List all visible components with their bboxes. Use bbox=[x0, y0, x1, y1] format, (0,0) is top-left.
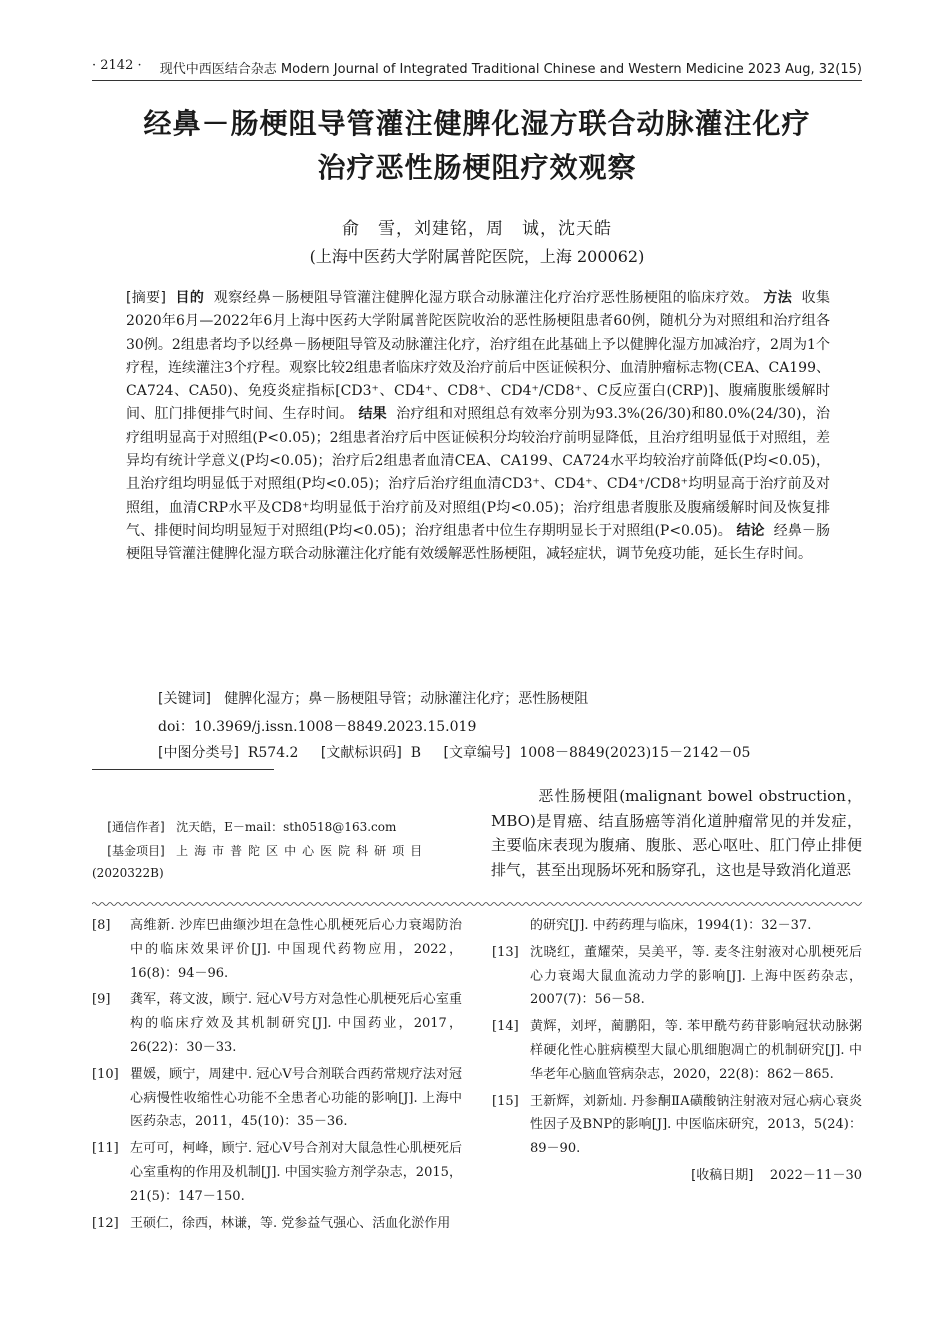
objective-label: 目的 bbox=[175, 290, 205, 306]
intro-text: 恶性肠梗阻(malignant bowel obstruction，MBO)是胃癌、结直肠癌等消化道肿瘤常见的并发症，主要临床表现为腹痛、腹胀、恶心呕吐、肛门停止排便排气，甚至出现肠坏死和肠穿孔，这也是导致消化道恶 bbox=[491, 787, 862, 879]
objective-text: 观察经鼻－肠梗阻导管灌注健脾化湿方联合动脉灌注化疗治疗恶性肠梗阻的临床疗效。 bbox=[213, 290, 759, 306]
abstract-label: [摘要] bbox=[126, 290, 166, 306]
ref-num: [8] bbox=[92, 918, 111, 933]
reference-item bbox=[92, 1137, 462, 1208]
running-header bbox=[92, 58, 862, 77]
reference-item bbox=[92, 1063, 462, 1134]
reference-item bbox=[492, 941, 862, 1012]
title-line-2: 治疗恶性肠梗阻疗效观察 bbox=[317, 151, 637, 184]
ref-num: [13] bbox=[492, 944, 519, 960]
ref-num: [9] bbox=[92, 992, 111, 1008]
header-rule bbox=[92, 80, 862, 81]
ref-text: 瞿媛，顾宁，周建中. 冠心Ⅴ号合剂联合西药常规疗法对冠心病慢性收缩性心功能不全患者心功能的影响[J]. 上海中医药杂志，2011，45(10)：35－36. bbox=[130, 1066, 462, 1130]
keywords-label: [关键词] bbox=[158, 691, 211, 707]
cls-value: R574.2 bbox=[247, 745, 299, 761]
results-label: 结果 bbox=[358, 406, 387, 423]
ref-num: [15] bbox=[492, 1093, 519, 1109]
article-title bbox=[92, 102, 862, 190]
keywords bbox=[158, 688, 830, 708]
funding bbox=[92, 840, 462, 884]
corr-label: [通信作者] bbox=[107, 820, 165, 834]
ref-num: [11] bbox=[92, 1141, 119, 1157]
methods-text: 收集2020年6月—2022年6月上海中医药大学附属普陀医院收治的恶性肠梗阻患者60例，随机分为对照组和治疗组各30例。2组患者均予以经鼻－肠梗阻导管及动脉灌注化疗，治疗组在此基础上予以健脾化湿方加减治疗，2周为1个疗程，连续灌注3个疗程。观察比较2组患者临床疗效及治疗前后中医证候积分、血清肿瘤标志物(CEA、CA199、CA724、CA50)、免疫炎症指标[CD3⁺、CD4⁺、CD8⁺、CD4⁺/CD8⁺、C反应蛋白(CRP)]、腹痛腹胀缓解时间、肛门排便排气时间、生存时间。 bbox=[126, 290, 831, 423]
ref-text: 王新辉，刘新灿. 丹参酮ⅡA磺酸钠注射液对冠心病心衰炎性因子及BNP的影响[J]. 中医临床研究，2013，5(24)：89－90. bbox=[530, 1093, 862, 1157]
references-left bbox=[92, 914, 462, 1238]
ref-text: 的研究[J]. 中药药理与临床，1994(1)：32－37. bbox=[530, 918, 812, 933]
keywords-text: 健脾化湿方；鼻－肠梗阻导管；动脉灌注化疗；恶性肠梗阻 bbox=[224, 691, 589, 707]
journal-info: 现代中西医结合杂志 Modern Journal of Integrated Traditional Chinese and Western Medicine 2023 Aug, 32(15) bbox=[159, 62, 862, 77]
wavy-separator bbox=[92, 900, 862, 908]
ref-text: 左可可，柯峰，顾宁. 冠心Ⅴ号合剂对大鼠急性心肌梗死后心室重构的作用及机制[J]. 中国实验方剂学杂志，2015，21(5)：147－150. bbox=[130, 1141, 462, 1204]
conclusion-label: 结论 bbox=[736, 522, 765, 539]
received-label: [收稿日期] bbox=[691, 1167, 754, 1183]
corr-value: 沈天皓，E－mail：sth0518@163.com bbox=[176, 820, 397, 834]
corresponding-author bbox=[92, 816, 462, 838]
article-number-value: 1008－8849(2023)15－2142－05 bbox=[519, 745, 751, 761]
cls-label: [中图分类号] bbox=[158, 745, 239, 761]
title-line-1: 经鼻－肠梗阻导管灌注健脾化湿方联合动脉灌注化疗 bbox=[143, 107, 811, 140]
fund-value: 上海市普陀区中心医院科研项目 bbox=[176, 844, 429, 858]
ref-text: 黄辉，刘坪，蔺鹏阳，等. 苯甲酰芍药苷影响冠状动脉粥样硬化性心脏病模型大鼠心肌细胞凋亡的机制研究[J]. 中华老年心脑血管病杂志，2020，22(8)：862－865. bbox=[530, 1019, 862, 1082]
conclusion-text: 经鼻－肠梗阻导管灌注健脾化湿方联合动脉灌注化疗能有效缓解恶性肠梗阻，减轻症状，调节免疫功能，延长生存时间。 bbox=[126, 522, 831, 563]
reference-item bbox=[492, 1015, 862, 1086]
page-number: · 2142 · bbox=[92, 58, 142, 73]
reference-item bbox=[492, 1090, 862, 1161]
ref-num: [12] bbox=[92, 1215, 119, 1231]
reference-item bbox=[92, 914, 462, 985]
ref-text: 高维新. 沙库巴曲缬沙坦在急性心肌梗死后心力衰竭防治中的临床效果评价[J]. 中国现代药物应用，2022，16(8)：94－96. bbox=[130, 918, 462, 981]
classification-line bbox=[158, 742, 838, 762]
authors: 俞 雪，刘建铭，周 诚，沈天皓 bbox=[342, 219, 612, 239]
intro-paragraph bbox=[491, 784, 862, 882]
reference-item bbox=[92, 988, 462, 1059]
doc-code-label: [文献标识码] bbox=[320, 745, 402, 761]
reference-item bbox=[92, 1212, 462, 1236]
ref-num: [14] bbox=[492, 1019, 519, 1035]
ref-text: 龚军，蒋文波，顾宁. 冠心Ⅴ号方对急性心肌梗死后心室重构的临床疗效及其机制研究[J]. 中国药业，2017，26(22)：30－33. bbox=[130, 992, 462, 1055]
ref-text: 沈晓红，董耀荣，吴美平，等. 麦冬注射液对心肌梗死后心力衰竭大鼠血流动力学的影响[J]. 上海中医药杂志，2007(7)：56－58. bbox=[530, 944, 862, 1008]
footnote-rule bbox=[92, 769, 274, 770]
results-text: 治疗组和对照组总有效率分别为93.3%(26/30)和80.0%(24/30)，治疗组明显高于对照组(P<0.05)；2组患者治疗后中医证候积分均较治疗前明显降低，且治疗组明显低于对照组，差异均有统计学意义(P均<0.05)；治疗后2组患者血清CEA、CA199、CA724水平均较治疗前降低(P均<0.05)，且治疗组均明显低于对照组(P均<0.05)；治疗后治疗组血清CD3⁺、CD4⁺、CD4⁺/CD8⁺均明显高于治疗前及对照组，血清CRP水平及CD8⁺均明显低于治疗前及对照组(P均<0.05)；治疗组患者腹胀及腹痛缓解时间及恢复排气、排便时间均明显短于对照组(P均<0.05)；治疗组患者中位生存期明显长于对照组(P<0.05)。 bbox=[126, 406, 830, 539]
fund-code: (2020322B) bbox=[92, 866, 164, 880]
affiliation: (上海中医药大学附属普陀医院，上海 200062) bbox=[309, 247, 645, 266]
abstract bbox=[126, 287, 830, 567]
article-number-label: [文章编号] bbox=[443, 745, 511, 761]
doi: doi：10.3969/j.issn.1008－8849.2023.15.019 bbox=[158, 719, 477, 735]
ref-text: 王硕仁，徐西，林谦，等. 党参益气强心、活血化淤作用 bbox=[130, 1215, 451, 1231]
references-right bbox=[492, 914, 862, 1188]
ref-num: [10] bbox=[92, 1066, 119, 1082]
received-value: 2022－11－30 bbox=[769, 1167, 862, 1183]
methods-label: 方法 bbox=[763, 290, 793, 306]
received-date bbox=[492, 1164, 862, 1188]
reference-continuation bbox=[492, 914, 862, 938]
fund-label: [基金项目] bbox=[107, 844, 165, 858]
doc-code-value: B bbox=[410, 745, 422, 761]
